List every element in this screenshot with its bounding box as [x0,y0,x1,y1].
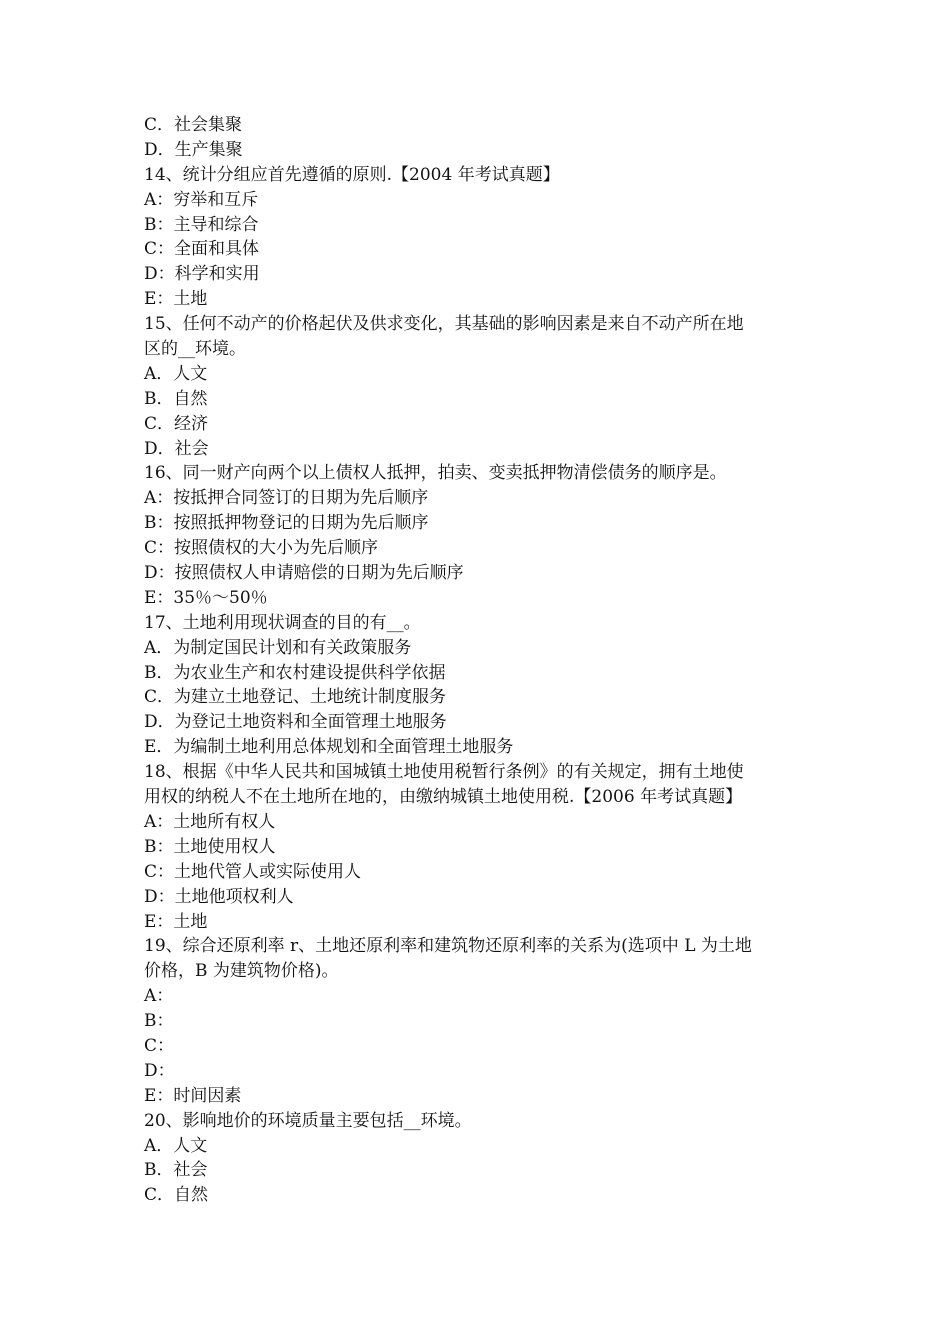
option-c-q15: C．经济 [144,413,209,434]
document-body [144,113,810,1208]
option-b-q19: B： [144,1011,174,1032]
option-d-q17: D．为登记土地资料和全面管理土地服务 [144,712,447,733]
option-b-q18: B：土地使用权人 [144,836,276,857]
option-d-q13: D．生产集聚 [144,139,243,160]
option-a-q18: A：土地所有权人 [144,811,276,832]
option-a-q15: A．人文 [144,363,208,384]
question-16: 16、同一财产向两个以上债权人抵押，拍卖、变卖抵押物清偿债务的顺序是。 [144,463,727,484]
option-c-q20: C．自然 [144,1185,209,1206]
option-e-q17: E．为编制土地利用总体规划和全面管理土地服务 [144,737,514,758]
option-b-q20: B．社会 [144,1160,208,1181]
option-a-q19: A： [144,986,174,1007]
option-a-q14: A：穷举和互斥 [144,189,259,210]
option-c-q16: C：按照债权的大小为先后顺序 [144,538,379,559]
option-b-q14: B：主导和综合 [144,214,259,235]
option-a-q17: A．为制定国民计划和有关政策服务 [144,637,412,658]
question-18-line-2: 用权的纳税人不在土地所在地的，由缴纳城镇土地使用税.【2006 年考试真题】 [144,787,743,808]
option-b-q17: B．为农业生产和农村建设提供科学依据 [144,662,446,683]
option-c-q14: C：全面和具体 [144,239,260,260]
option-d-q16: D：按照债权人申请赔偿的日期为先后顺序 [144,563,464,584]
option-d-q19: D： [144,1060,175,1081]
option-a-q20: A．人文 [144,1135,208,1156]
option-d-q18: D：土地他项权利人 [144,886,294,907]
option-e-q19: E：时间因素 [144,1085,242,1106]
option-b-q15: B．自然 [144,388,208,409]
option-c-q18: C：土地代管人或实际使用人 [144,861,362,882]
option-c-q13: C．社会集聚 [144,115,243,135]
option-d-q14: D：科学和实用 [144,264,260,285]
question-19-line-1: 19、综合还原利率 r、土地还原利率和建筑物还原利率的关系为(选项中 L 为土地 [144,936,752,957]
option-e-q14: E：土地 [144,289,208,310]
option-e-q16: E：35％～50％ [144,587,268,608]
question-18-line-1: 18、根据《中华人民共和国城镇土地使用税暂行条例》的有关规定，拥有土地使 [144,762,744,783]
option-d-q15: D．社会 [144,438,209,459]
question-19-line-2: 价格，B 为建筑物价格)。 [144,961,339,982]
question-15-line-2: 区的__环境。 [144,339,246,360]
question-17: 17、土地利用现状调查的目的有__。 [144,612,421,633]
option-a-q16: A：按抵押合同签订的日期为先后顺序 [144,488,429,509]
option-e-q18: E：土地 [144,911,208,932]
question-15-line-1: 15、任何不动产的价格起伏及供求变化，其基础的影响因素是来自不动产所在地 [144,314,744,335]
question-20: 20、影响地价的环境质量主要包括__环境。 [144,1110,472,1131]
question-14: 14、统计分组应首先遵循的原则.【2004 年考试真题】 [144,164,560,185]
option-c-q17: C．为建立土地登记、土地统计制度服务 [144,687,447,708]
option-c-q19: C： [144,1035,175,1056]
option-b-q16: B：按照抵押物登记的日期为先后顺序 [144,513,429,534]
